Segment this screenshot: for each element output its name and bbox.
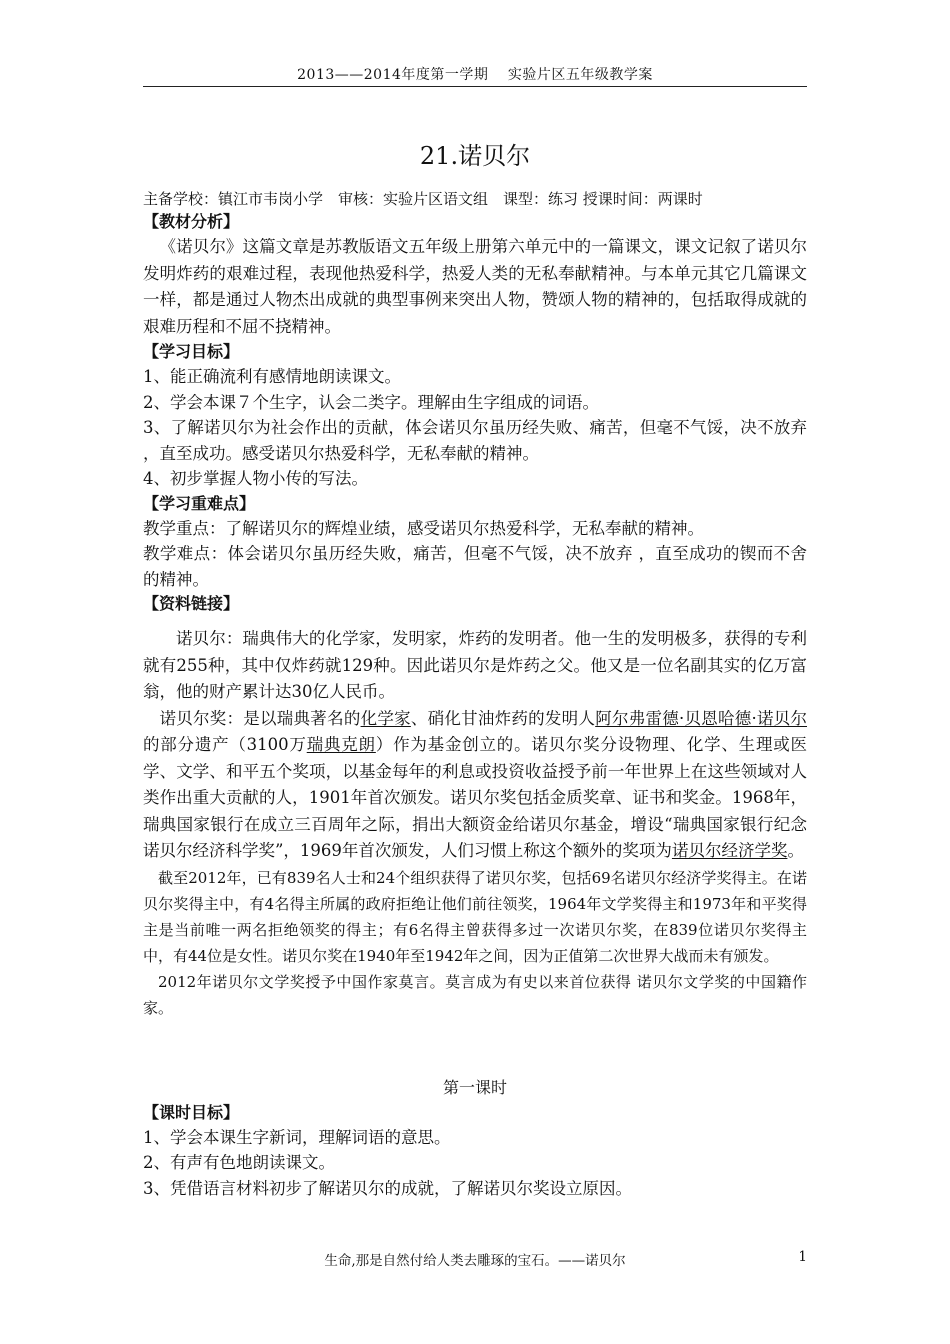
goal-item-2: 2、学会本课７个生字，认会二类字。理解由生字组成的词语。 (143, 392, 599, 412)
goal-item-1: 1、能正确流利有感情地朗读课文。 (143, 367, 401, 386)
section-heading-keypoints: 【学习重难点】 (143, 493, 256, 513)
spacer (143, 616, 807, 626)
lesson-goal-1: 1、学会本课生字新词，理解词语的意思。 (143, 1127, 451, 1147)
spacer (143, 1021, 807, 1075)
lesson-goal-3: 3、凭借语言材料初步了解诺贝尔的成就，了解诺贝尔奖设立原因。 (143, 1178, 632, 1198)
keypoint-difficulty: 教学难点：体会诺贝尔虽历经失败，痛苦，但毫不气馁，决不放弃 ，直至成功的锲而不舍的精神。 (143, 544, 807, 589)
footer-quote: 生命,那是自然付给人类去雕琢的宝石。——诺贝尔 (324, 1253, 626, 1269)
page-header: 2013——2014年度第一学期 实验片区五年级教学案 (297, 67, 653, 83)
lesson-meta: 主备学校：镇江市韦岗小学 审核：实验片区语文组 课型：练习 授课时间：两课时 (143, 190, 703, 208)
resource-paragraph-statistics: 截至2012年，已有839名人士和24个组织获得了诺贝尔奖，包括69名诺贝尔经济学奖得主。在诺贝尔奖得主中，有4名得主所属的政府拒绝让他们前往领奖，1964年文学奖得主和1973年和平奖得主是当前唯一两名拒绝领奖的得主；有6名得主曾获得多过一次诺贝尔奖，在839位诺贝尔奖得主中，有44位是女性。诺贝尔奖在1940年至1942年之间，因为正值第二次世界大战而未有颁发。 (143, 868, 807, 965)
text-run: 的部分遗产（3100万 (143, 735, 307, 754)
content (143, 188, 807, 1201)
resource-paragraph-prize (143, 706, 807, 865)
link-chemist[interactable]: 化学家 (360, 708, 411, 728)
section-heading-lesson-goals: 【课时目标】 (143, 1102, 240, 1122)
lesson-title: 21.诺贝尔 (419, 142, 531, 170)
page-number: 1 (798, 1249, 807, 1265)
resource-paragraph-moyan: 2012年诺贝尔文学奖授予中国作家莫言。莫言成为有史以来首位获得 诺贝尔文学奖的中国籍作家。 (143, 972, 807, 1017)
lesson-one-label: 第一课时 (442, 1077, 507, 1097)
header-rule (143, 86, 807, 87)
lesson-goal-2: 2、有声有色地朗读课文。 (143, 1153, 335, 1172)
section-heading-resources: 【资料链接】 (143, 594, 240, 613)
text-run: 诺贝尔奖：是以瑞典著名的 (159, 708, 361, 728)
link-alfred-nobel[interactable]: 阿尔弗雷德·贝恩哈德·诺贝尔 (595, 708, 808, 728)
section-heading-analysis: 【教材分析】 (143, 212, 240, 231)
analysis-paragraph: 《诺贝尔》这篇文章是苏教版语文五年级上册第六单元中的一篇课文，课文记叙了诺贝尔发明炸药的艰难过程，表现他热爱科学，热爱人类的无私奉献精神。与本单元其它几篇课文一样，都是通过人物杰出成就的典型事例来突出人物，赞颂人物的精神的，包括取得成就的艰难历程和不屈不挠精神。 (143, 237, 807, 336)
text-run: 。 (787, 841, 804, 860)
text-run: ）作为基金创立的。诺贝尔奖分设物理、化学、生理或医学、文学、和平五个奖项，以基金每年的利息或投资收益授予前一年世界上在这些领域对人类作出重大贡献的人，1901年首次颁发。诺贝尔奖包括金质奖章、证书和奖金。1968年，瑞典国家银行在成立三百周年之际，捐出大额资金给诺贝尔基金，增设“瑞典国家银行纪念诺贝尔经济科学奖”，1969年首次颁发，人们习惯上称这个额外的奖项为 (143, 735, 808, 860)
resource-paragraph-nobel: 诺贝尔：瑞典伟大的化学家，发明家，炸药的发明者。他一生的发明极多，获得的专利就有255种，其中仅炸药就129种。因此诺贝尔是炸药之父。他又是一位名副其实的亿万富翁，他的财产累计达30亿人民币。 (143, 629, 807, 701)
goal-item-3: 3、了解诺贝尔为社会作出的贡献，体会诺贝尔虽历经失败、痛苦，但毫不气馁，决不放弃 ，直至成功。感受诺贝尔热爱科学，无私奉献的精神。 (143, 418, 807, 463)
goal-item-4: 4、初步掌握人物小传的写法。 (143, 469, 368, 488)
text-run: 、硝化甘油炸药的发明人 (410, 708, 596, 728)
link-swedish-krona[interactable]: 瑞典克朗 (306, 735, 376, 754)
keypoint-focus: 教学重点：了解诺贝尔的辉煌业绩，感受诺贝尔热爱科学，无私奉献的精神。 (143, 518, 704, 538)
link-economics-prize[interactable]: 诺贝尔经济学奖 (671, 841, 788, 860)
section-heading-goals: 【学习目标】 (143, 342, 240, 361)
